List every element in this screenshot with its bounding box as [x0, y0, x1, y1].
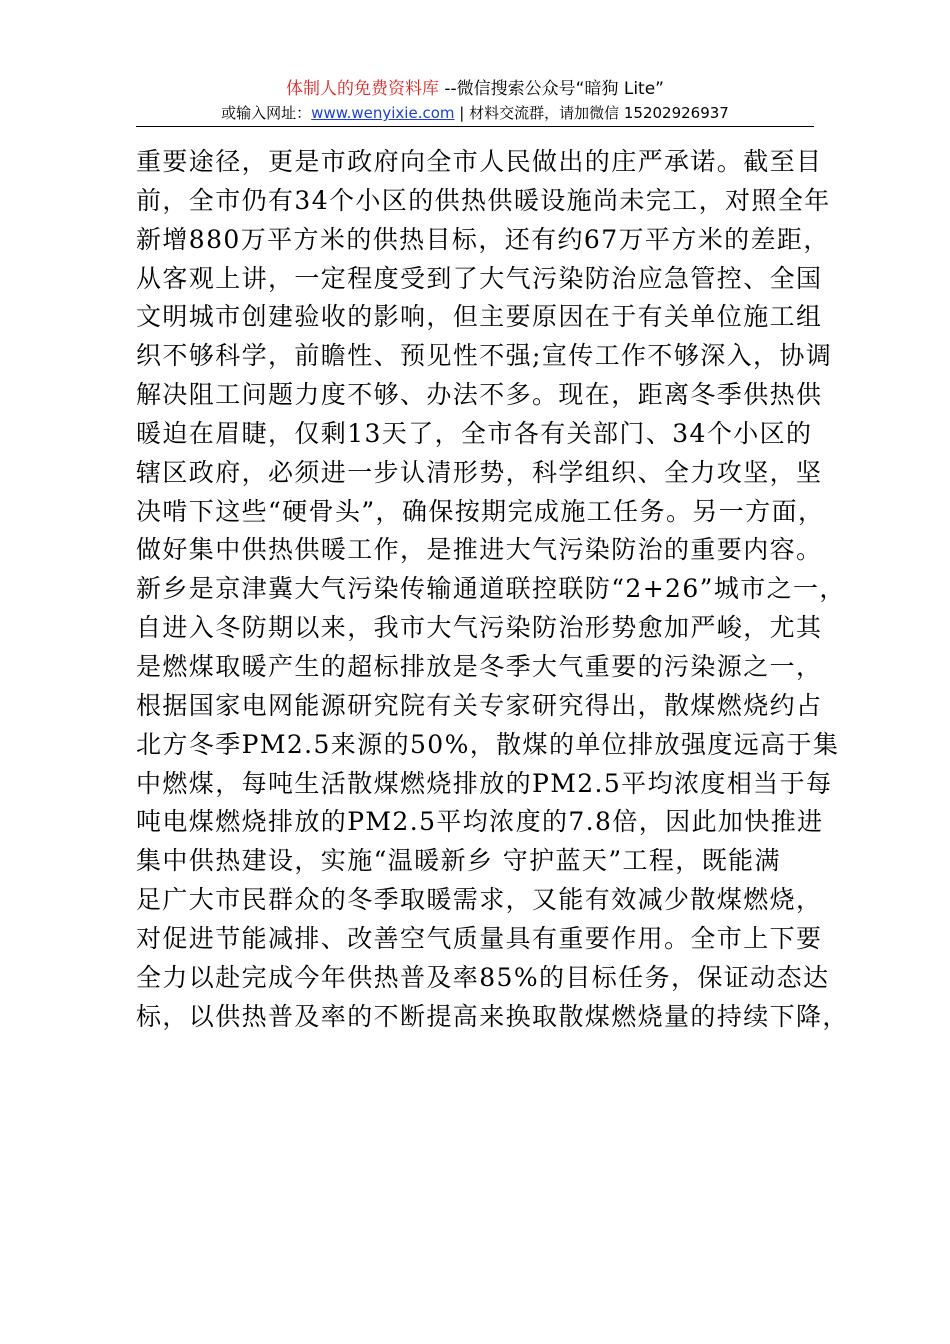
text-line: 新增880万平方米的供热目标，还有约67万平方米的差距， [136, 224, 830, 254]
document-body [136, 143, 849, 1036]
text-line: 解决阻工问题力度不够、办法不多。现在，距离冬季供热供 [136, 380, 823, 410]
text-line: 集中供热建设，实施“温暖新乡 守护蓝天”工程，既能满 [136, 846, 781, 876]
text-line: 吨电煤燃烧排放的PM2.5平均浓度的7.8倍，因此加快推进 [136, 807, 824, 837]
text-line: 自进入冬防期以来，我市大气污染防治形势愈加严峻，尤其 [136, 613, 823, 643]
header-url-prefix: 或输入网址： [221, 104, 312, 122]
text-line: 文明城市创建验收的影响，但主要原因在于有关单位施工组 [136, 302, 823, 332]
text-line: 新乡是京津冀大气污染传输通道联控联防“2+26”城市之一， [136, 574, 846, 604]
header-divider [136, 126, 814, 127]
header-contact-line [136, 102, 814, 124]
text-line: 对促进节能减排、改善空气质量具有重要作用。全市上下要 [136, 923, 823, 953]
header-tagline: --微信搜索公众号“暗狗 Lite” [438, 79, 664, 99]
text-line: 根据国家电网能源研究院有关专家研究得出，散煤燃烧约占 [136, 690, 823, 720]
text-line: 足广大市民群众的冬季取暖需求，又能有效减少散煤燃烧， [136, 885, 823, 915]
text-line: 辖区政府，必须进一步认清形势，科学组织、全力攻坚，坚 [136, 457, 823, 487]
text-line: 前，全市仍有34个小区的供热供暖设施尚未完工，对照全年 [136, 185, 831, 215]
header-banner [136, 78, 814, 100]
text-line: 标，以供热普及率的不断提高来换取散煤燃烧量的持续下降， [136, 1001, 849, 1031]
page-header [136, 78, 814, 124]
website-link[interactable]: www.wenyixie.com [311, 104, 455, 122]
text-line: 织不够科学，前瞻性、预见性不强;宣传工作不够深入，协调 [136, 341, 833, 371]
header-brand: 体制人的免费资料库 [285, 79, 439, 99]
header-contact: | 材料交流群，请加微信 15202926937 [454, 104, 729, 122]
text-line: 中燃煤，每吨生活散煤燃烧排放的PM2.5平均浓度相当于每 [136, 768, 833, 798]
text-line: 全力以赴完成今年供热普及率85%的目标任务，保证动态达 [136, 962, 830, 992]
text-line: 暖迫在眉睫，仅剩13天了，全市各有关部门、34个小区的 [136, 418, 813, 448]
text-line: 做好集中供热供暖工作，是推进大气污染防治的重要内容。 [136, 535, 823, 565]
text-line: 决啃下这些“硬骨头”，确保按期完成施工任务。另一方面， [136, 496, 825, 526]
text-line: 从客观上讲，一定程度受到了大气污染防治应急管控、全国 [136, 263, 823, 293]
text-line: 是燃煤取暖产生的超标排放是冬季大气重要的污染源之一， [136, 651, 823, 681]
text-line: 重要途径，更是市政府向全市人民做出的庄严承诺。截至目 [136, 147, 823, 176]
text-line: 北方冬季PM2.5来源的50%，散煤的单位排放强度远高于集 [136, 729, 840, 759]
